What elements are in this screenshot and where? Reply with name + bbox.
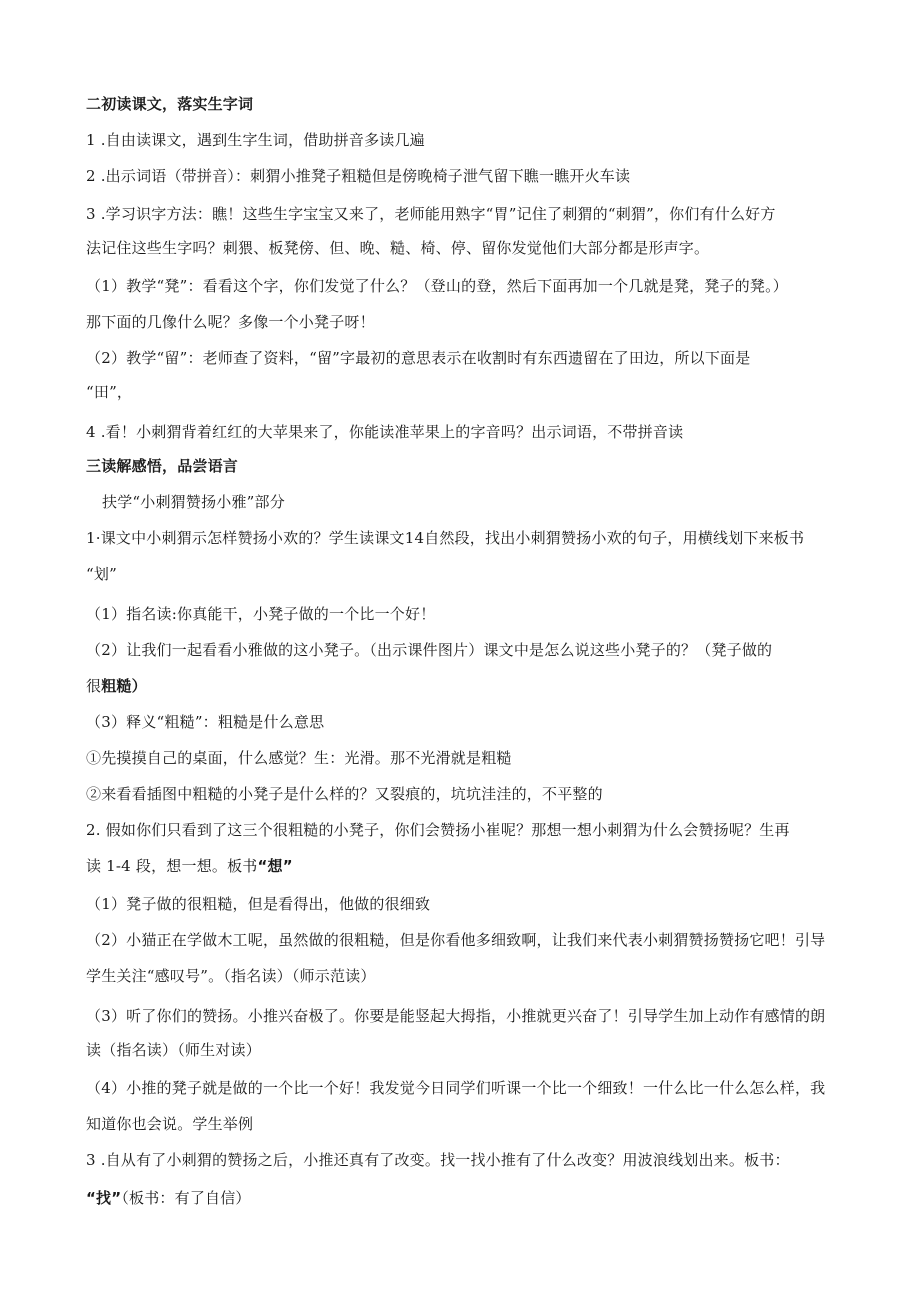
paragraph: 1 .自由读课文，遇到生字生词，借助拼音多读几遍 bbox=[86, 131, 425, 149]
paragraph: （3）听了你们的赞扬。小推兴奋极了。你要是能竖起大拇指，小推就更兴奋了！引导学生加上动作有感情的朗 bbox=[86, 1007, 826, 1025]
text-run: （板书：有了自信） bbox=[121, 1189, 251, 1207]
paragraph: 3 .学习识字方法：瞧！这些生字宝宝又来了，老师能用熟字“胃”记住了刺猬的“刺猬”，你们有什么好方 bbox=[86, 205, 776, 223]
paragraph: 那下面的几像什么呢？多像一个小凳子呀！ bbox=[86, 313, 375, 331]
paragraph: 扶学“小刺猬赞扬小雅”部分 bbox=[102, 493, 285, 511]
paragraph: 4 .看！小刺猬背着红红的大苹果来了，你能读准苹果上的字音吗？出示词语，不带拼音读 bbox=[86, 423, 684, 441]
paragraph: 法记住这些生字吗？刺猥、板凳傍、但、晚、糙、椅、停、留你发觉他们大部分都是形声字。 bbox=[86, 239, 710, 257]
paragraph: 3 .自从有了小刺猬的赞扬之后，小推还真有了改变。找一找小推有了什么改变？用波浪线划出来。板书： bbox=[86, 1151, 790, 1169]
paragraph: 知道你也会说。学生举例 bbox=[86, 1115, 254, 1133]
paragraph: （1）指名读:你真能干，小凳子做的一个比一个好！ bbox=[86, 605, 436, 623]
section-heading-3: 三读解感悟，品尝语言 bbox=[86, 457, 239, 475]
bold-text-run: “找” bbox=[86, 1189, 122, 1207]
paragraph: （4）小推的凳子就是做的一个比一个好！我发觉今日同学们听课一个比一个细致！一什么比一什么怎么样，我 bbox=[86, 1079, 826, 1097]
paragraph: （3）释义“粗糙”：粗糙是什么意思 bbox=[86, 713, 325, 731]
bold-text-run: 粗糙） bbox=[101, 677, 147, 695]
paragraph: 2 .出示词语（带拼音）：刺猬小推凳子粗糙但是傍晚椅子泄气留下瞧一瞧开火车读 bbox=[86, 167, 631, 185]
paragraph bbox=[86, 1188, 251, 1208]
paragraph: “划” bbox=[86, 565, 117, 583]
paragraph: 1·课文中小刺猬示怎样赞扬小欢的？学生读课文14自然段，找出小刺猬赞扬小欢的句子，用横线划下来板书 bbox=[86, 529, 805, 547]
paragraph: 学生关注“感叹号”。（指名读）（师示范读） bbox=[86, 967, 376, 985]
text-run: 很 bbox=[86, 677, 102, 695]
paragraph: ②来看看插图中粗糙的小凳子是什么样的？又裂痕的，坑坑洼洼的，不平整的 bbox=[86, 785, 603, 803]
text-run: 读 1-4 段，想一想。板书 bbox=[86, 857, 258, 875]
paragraph: （2）让我们一起看看小雅做的这小凳子。（出示课件图片）课文中是怎么说这些小凳子的？（凳子做的 bbox=[86, 641, 773, 659]
paragraph: ①先摸摸自己的桌面，什么感觉？生：光滑。那不光滑就是粗糙 bbox=[86, 749, 512, 767]
paragraph bbox=[86, 856, 293, 876]
paragraph: （2）小猫正在学做木工呢，虽然做的很粗糙，但是你看他多细致啊，让我们来代表小刺猬赞扬赞扬它吧！引导 bbox=[86, 931, 826, 949]
paragraph: 2. 假如你们只看到了这三个很粗糙的小凳子，你们会赞扬小崔呢？那想一想小刺猬为什么会赞扬呢？生再 bbox=[86, 821, 790, 839]
section-heading-2: 二初读课文，落实生字词 bbox=[86, 95, 254, 113]
paragraph: （1）教学“凳”：看看这个字，你们发觉了什么？（登山的登，然后下面再加一个几就是凳，凳子的凳。） bbox=[86, 277, 788, 295]
paragraph: “田”， bbox=[86, 383, 133, 401]
paragraph: 读（指名读）（师生对读） bbox=[86, 1041, 261, 1059]
paragraph: （2）教学“留”：老师查了资料，“留”字最初的意思表示在收割时有东西遗留在了田边，所以下面是 bbox=[86, 349, 751, 367]
paragraph bbox=[86, 676, 147, 696]
paragraph: （1）凳子做的很粗糙，但是看得出，他做的很细致 bbox=[86, 895, 431, 913]
bold-text-run: “想” bbox=[257, 857, 293, 875]
